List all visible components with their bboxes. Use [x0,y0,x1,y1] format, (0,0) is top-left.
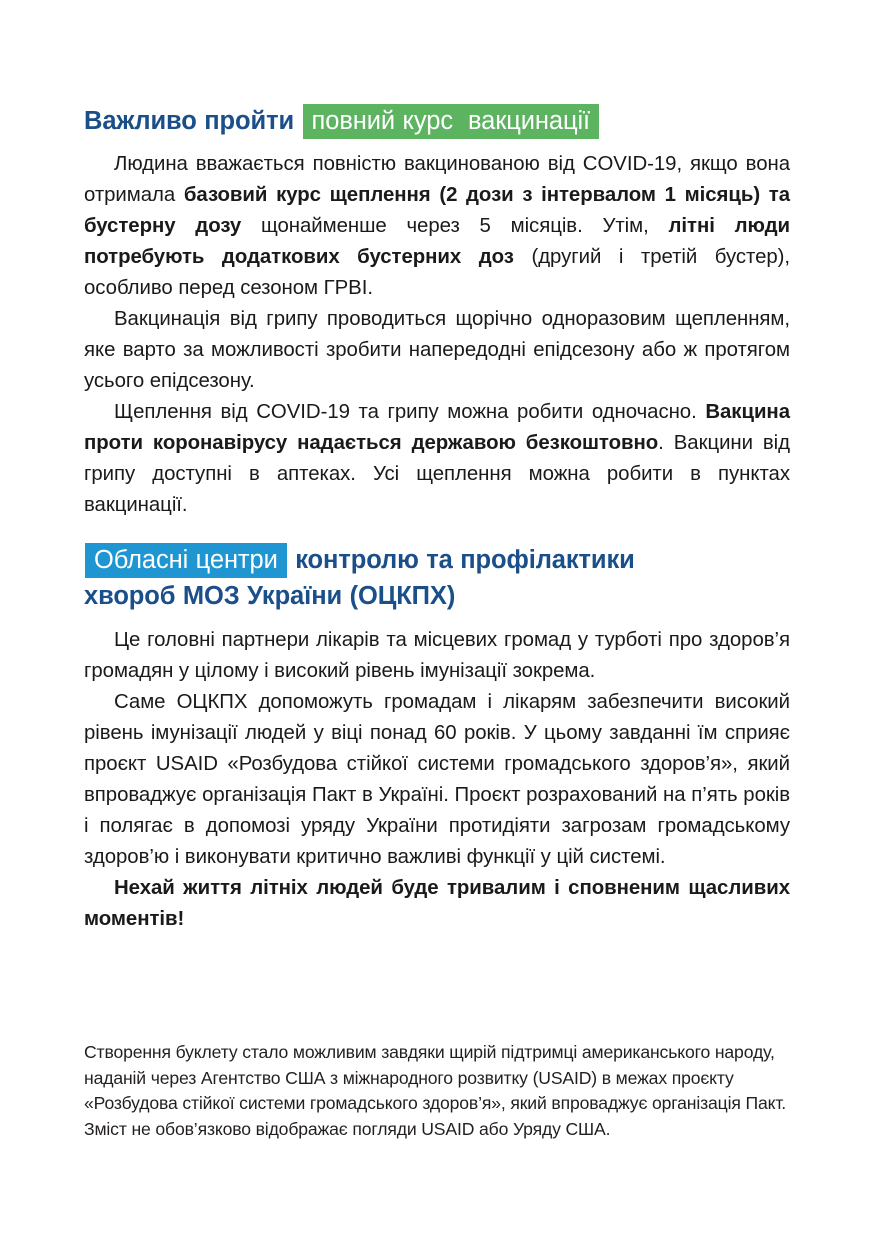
text-run: Це головні партнери лікарів та місцевих громад у турботі про здоров’я громадян у цілому і високий рівень імунізації зокрема. [84,629,790,682]
page-content [84,104,790,935]
text-run-bold: Нехай життя літніх людей буде тривалим і сповненим щасливих моментів! [84,877,790,930]
text-run: . Вакцини від грипу доступні в аптеках. Усі щеплення можна робити в пунктах вакцинації. [84,432,791,516]
paragraph [84,397,790,521]
section-one-heading [84,104,790,139]
paragraph [84,149,790,304]
text-run: (другий і третій бустер), особливо перед сезоном ГРВІ. [84,246,791,299]
section-two-heading-highlight: Обласні центри [85,543,287,578]
footer-disclaimer-text: Створення буклету стало можливим завдяки щирій підтримці американського народу, наданій через Агентство США з міжнародного розвитку (USAID) в межах проєкту «Розбудова стійкої системи громадського здоров’я», який впроваджує організація Пакт. Зміст не обов’язково відображає погляди USAID або Уряду США. [84,1042,787,1139]
section-one-heading-lead: Важливо пройти [84,107,302,135]
section-one-heading-highlight: повний курс вакцинації [303,104,599,139]
text-run-bold: базовий курс щеплення (2 дози з інтервалом 1 місяць) та бустерну дозу [84,184,790,237]
text-run: Саме ОЦКПХ допоможуть громадам і лікарям забезпечити високий рівень імунізації людей у віці понад 60 років. У цьому завданні їм сприяє проєкт USAID «Розбудова стійкої системи громадського здоров’я», який впроваджує організація Пакт в Україні. Проєкт розрахований на п’ять років і полягає в допомозі уряду України протидіяти загрозам громадському здоров’ю і виконувати критично важливі функції у цій системі. [84,691,790,868]
footer-disclaimer [84,1040,800,1142]
closing-paragraph [84,873,790,935]
section-two-heading-line1-rest: контролю та профілактики [287,546,635,574]
section-one-body [84,149,790,521]
paragraph [84,304,790,397]
text-run: Щеплення від COVID-19 та грипу можна робити одночасно. [114,401,706,423]
paragraph [84,687,790,873]
section-two-heading [84,543,790,614]
paragraph [84,625,790,687]
text-run-bold: Вакцина проти коронавірусу надається державою безкоштовно [84,401,790,454]
text-run: Людина вважається повністю вакцинованою від COVID-19, якщо вона отримала [84,153,790,206]
section-two-body [84,625,790,935]
text-run-bold: літні люди потребують додаткових бустерних доз [84,215,791,268]
text-run: щонайменше через 5 місяців. Утім, [241,215,669,237]
text-run: Вакцинація від грипу проводиться щорічно одноразовим щепленням, яке варто за можливості зробити напередодні епідсезону або ж протягом усього епідсезону. [84,308,790,392]
section-two-heading-line2: хвороб МОЗ України (ОЦКПХ) [84,582,456,610]
